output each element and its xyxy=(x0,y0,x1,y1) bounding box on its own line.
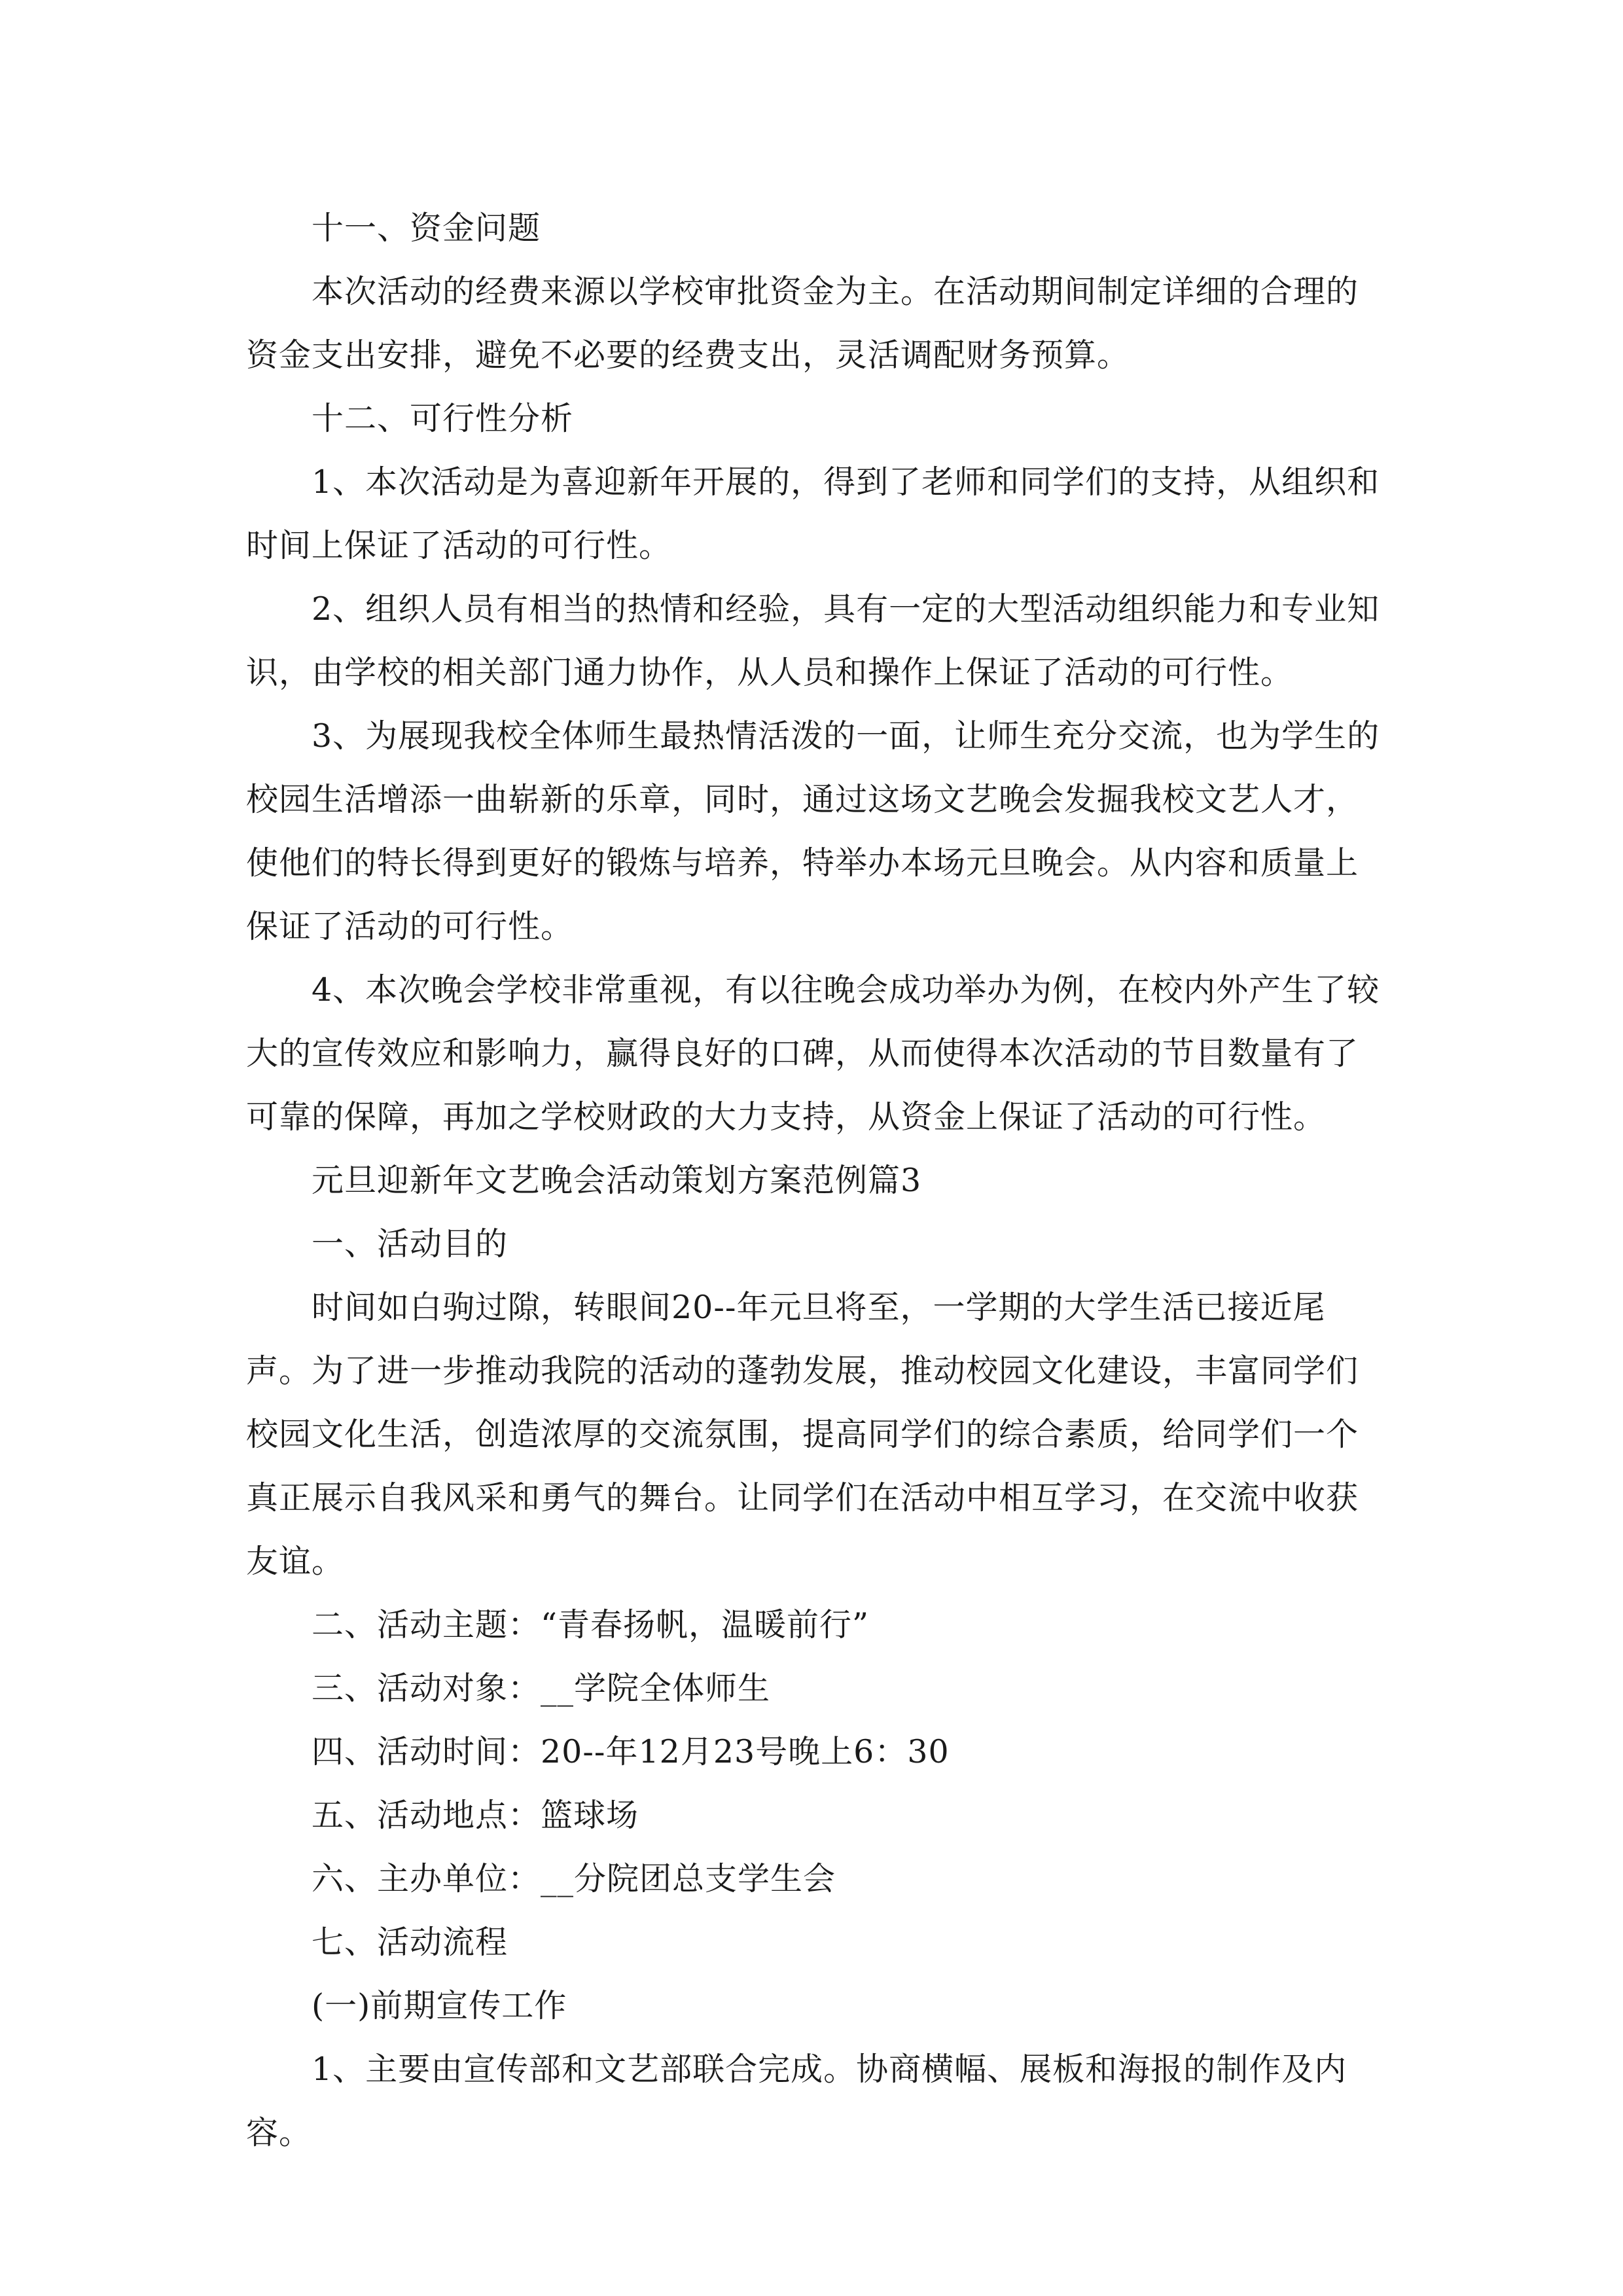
section-heading-purpose: 一、活动目的 xyxy=(312,1225,508,1263)
section-heading-funding: 十一、资金问题 xyxy=(312,209,541,247)
document-body xyxy=(246,196,1385,2164)
section-heading-time: 四、活动时间：20--年12月23号晚上6：30 xyxy=(312,1733,950,1770)
section-heading-theme: 二、活动主题：“青春扬帆，温暖前行” xyxy=(312,1606,870,1643)
section-heading-location: 五、活动地点：篮球场 xyxy=(312,1797,639,1834)
subsection-heading-promotion: (一)前期宣传工作 xyxy=(312,1987,567,2024)
article-title: 元旦迎新年文艺晚会活动策划方案范例篇3 xyxy=(312,1162,922,1199)
paragraph-purpose: 时间如白驹过隙，转眼间20--年元旦将至，一学期的大学生活已接近尾声。为了进一步推动我院的活动的蓬勃发展，推动校园文化建设，丰富同学们校园文化生活，创造浓厚的交流氛围，提高同学们的综合素质，给同学们一个真正展示自我风采和勇气的舞台。让同学们在活动中相互学习，在交流中收获友谊。 xyxy=(246,1289,1359,1580)
paragraph-feasibility-1: 1、本次活动是为喜迎新年开展的，得到了老师和同学们的支持，从组织和时间上保证了活动的可行性。 xyxy=(246,463,1380,564)
paragraph-feasibility-3: 3、为展现我校全体师生最热情活泼的一面，让师生充分交流，也为学生的校园生活增添一曲崭新的乐章，同时，通过这场文艺晚会发掘我校文艺人才，使他们的特长得到更好的锻炼与培养，特举办本场元旦晚会。从内容和质量上保证了活动的可行性。 xyxy=(246,717,1380,945)
paragraph-feasibility-4: 4、本次晚会学校非常重视，有以往晚会成功举办为例，在校内外产生了较大的宣传效应和影响力，赢得良好的口碑，从而使得本次活动的节目数量有了可靠的保障，再加之学校财政的大力支持，从资金上保证了活动的可行性。 xyxy=(246,971,1380,1136)
section-heading-organizer: 六、主办单位：__分院团总支学生会 xyxy=(312,1860,836,1897)
section-heading-feasibility: 十二、可行性分析 xyxy=(312,400,574,437)
section-heading-process: 七、活动流程 xyxy=(312,1924,508,1961)
section-heading-audience: 三、活动对象：__学院全体师生 xyxy=(312,1670,771,1707)
paragraph-funding: 本次活动的经费来源以学校审批资金为主。在活动期间制定详细的合理的资金支出安排，避免不必要的经费支出，灵活调配财务预算。 xyxy=(246,273,1359,374)
paragraph-feasibility-2: 2、组织人员有相当的热情和经验，具有一定的大型活动组织能力和专业知识，由学校的相关部门通力协作，从人员和操作上保证了活动的可行性。 xyxy=(246,590,1380,691)
paragraph-promotion-1: 1、主要由宣传部和文艺部联合完成。协商横幅、展板和海报的制作及内容。 xyxy=(246,2051,1347,2151)
